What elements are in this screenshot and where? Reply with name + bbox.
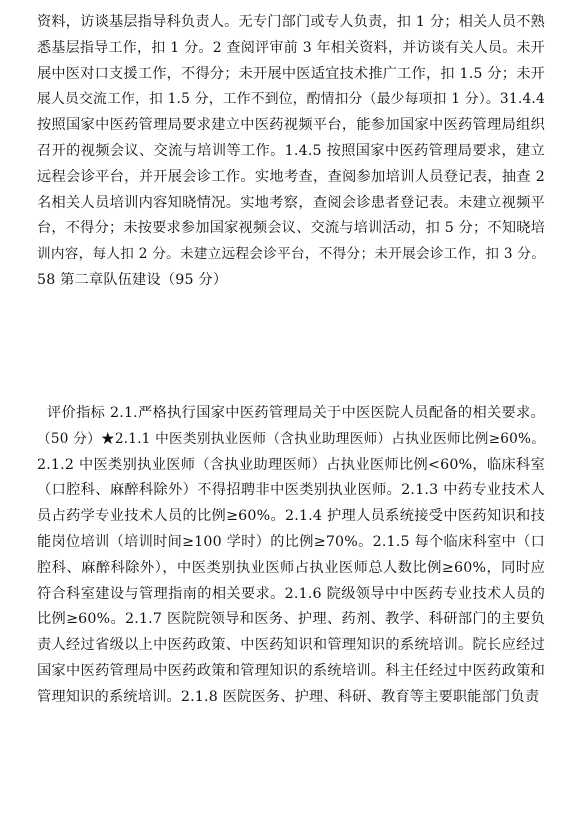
text-line: 资料，访谈基层指导科负责人。无专门部门或专人负责，扣 1 分；相关人员不熟 — [37, 14, 545, 30]
text-line: 召开的视频会议、交流与培训等工作。1.4.5 按照国家中医药管理局要求，建立 — [37, 142, 545, 159]
text-line: 能岗位培训（培训时间≥100 学时）的比例≥70%。2.1.5 每个临床科室中（口 — [37, 533, 545, 550]
text-line: 悉基层指导工作，扣 1 分。2 查阅评审前 3 年相关资料，并访谈有关人员。未开 — [37, 39, 545, 56]
chapter-heading-line: 58 第二章队伍建设（95 分） — [37, 271, 228, 288]
paragraph-2 — [37, 401, 545, 711]
text-line: 评价指标 2.1.严格执行国家中医药管理局关于中医医院人员配备的相关要求。 — [47, 405, 545, 421]
text-line: 符合科室建设与管理指南的相关要求。2.1.6 院级领导中中医药专业技术人员的 — [37, 585, 545, 602]
text-line: 展中医对口支援工作，不得分；未开展中医适宜技术推广工作，扣 1.5 分；未开 — [37, 65, 545, 82]
text-line: 按照国家中医药管理局要求建立中医药视频平台，能参加国家中医药管理局组织 — [37, 117, 545, 134]
text-line: （50 分）★2.1.1 中医类别执业医师（含执业助理医师）占执业医师比例≥60%。 — [37, 430, 545, 447]
text-line: （口腔科、麻醉科除外）不得招聘非中医类别执业医师。2.1.3 中药专业技术人 — [37, 482, 545, 499]
text-line: 腔科、麻醉科除外），中医类别执业医师占执业医师总人数比例≥60%，同时应 — [37, 559, 545, 576]
text-line: 国家中医药管理局中医药政策和管理知识的系统培训。科主任经过中医药政策和 — [37, 662, 545, 679]
text-line: 展人员交流工作，扣 1.5 分，工作不到位，酌情扣分（最少每项扣 1 分）。31.4.4 — [37, 91, 545, 108]
text-line: 台，不得分；未按要求参加国家视频会议、交流与培训活动，扣 5 分；不知晓培 — [37, 220, 545, 237]
text-line: 名相关人员培训内容知晓情况。实地考察，查阅会诊患者登记表。未建立视频平 — [37, 194, 545, 211]
text-line: 远程会诊平台，并开展会诊工作。实地考查，查阅参加培训人员登记表，抽查 2 — [37, 168, 545, 185]
text-line: 2.1.2 中医类别执业医师（含执业助理医师）占执业医师比例<60%，临床科室 — [37, 456, 545, 473]
text-line: 训内容，每人扣 2 分。未建立远程会诊平台，不得分；未开展会诊工作，扣 3 分。 — [37, 246, 545, 263]
paragraph-1 — [37, 10, 545, 294]
text-line: 责人经过省级以上中医药政策、中医药知识和管理知识的系统培训。院长应经过 — [37, 637, 545, 654]
text-line: 管理知识的系统培训。2.1.8 医院医务、护理、科研、教育等主要职能部门负责 — [37, 688, 540, 705]
text-line: 员占药学专业技术人员的比例≥60%。2.1.4 护理人员系统接受中医药知识和技 — [37, 508, 545, 525]
text-line: 比例≥60%。2.1.7 医院院领导和医务、护理、药剂、教学、科研部门的主要负 — [37, 611, 545, 628]
